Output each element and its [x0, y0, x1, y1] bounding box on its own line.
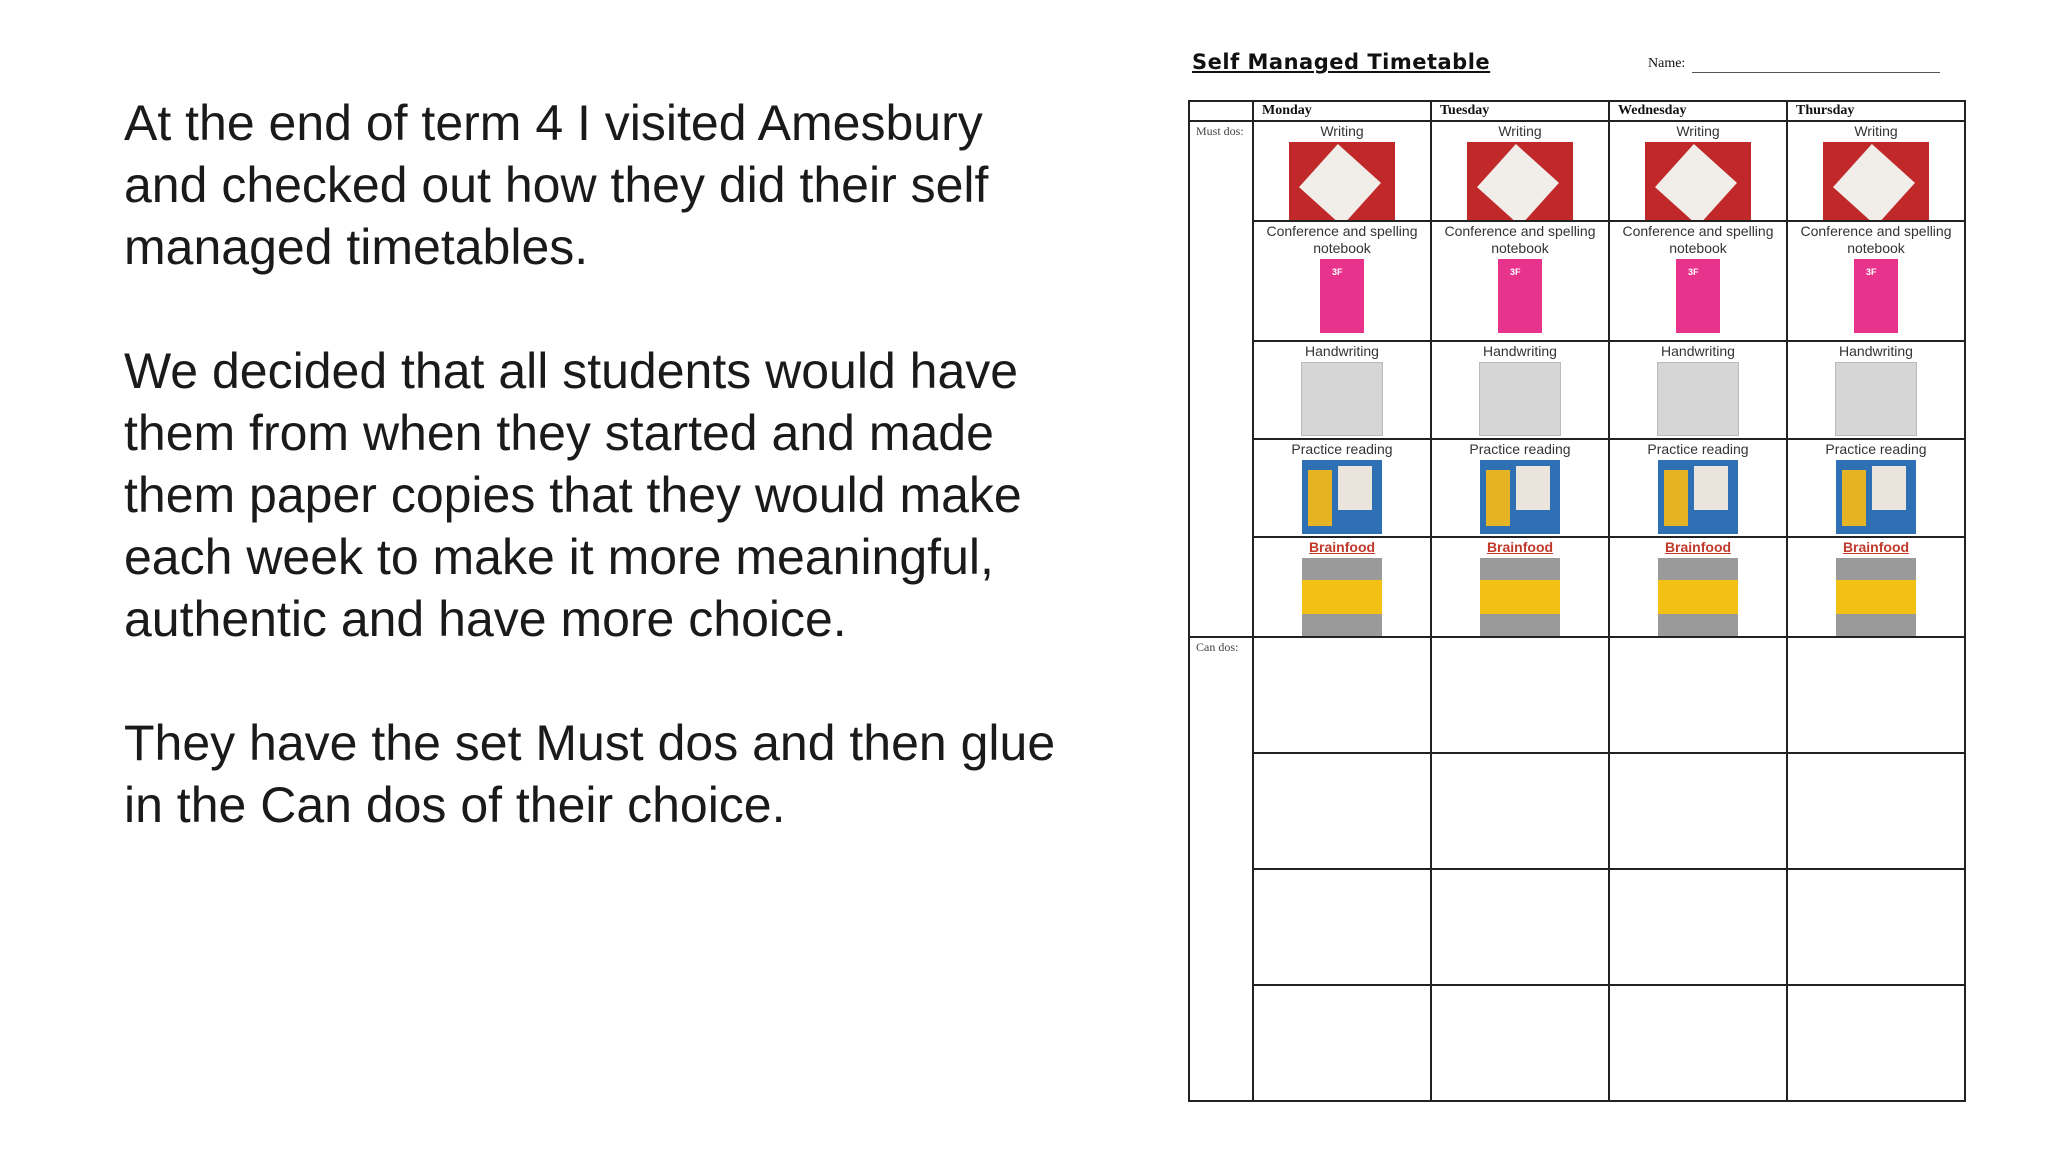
pink-notebook-icon	[1498, 259, 1542, 333]
reading-books-icon	[1836, 460, 1916, 534]
day-header-tuesday: Tuesday	[1431, 101, 1609, 121]
activity-label: Handwriting	[1483, 343, 1557, 359]
brainfood-box-icon	[1480, 558, 1560, 636]
activity-label: Handwriting	[1305, 343, 1379, 359]
empty-cell	[1431, 985, 1609, 1101]
pink-notebook-icon	[1676, 259, 1720, 333]
handwriting-page-icon	[1657, 362, 1739, 436]
empty-cell	[1431, 637, 1609, 753]
activity-label: Writing	[1498, 123, 1542, 139]
activity-label: Handwriting	[1839, 343, 1913, 359]
writing-photo-icon	[1645, 142, 1751, 220]
description-text	[124, 92, 1064, 898]
activity-label: Brainfood	[1308, 539, 1376, 555]
empty-cell	[1253, 753, 1431, 869]
activity-label: Conference and spelling notebook	[1444, 223, 1596, 256]
timetable-cell	[1609, 221, 1787, 341]
activity-label: Practice reading	[1291, 441, 1393, 457]
must-dos-label: Must dos:	[1189, 121, 1253, 637]
paragraph-3: They have the set Must dos and then glue in the Can dos of their choice.	[124, 715, 1056, 833]
handwriting-page-icon	[1479, 362, 1561, 436]
paragraph-1: At the end of term 4 I visited Amesbury and checked out how they did their self managed timetables.	[124, 95, 989, 275]
activity-label: Writing	[1854, 123, 1898, 139]
activity-label: Writing	[1676, 123, 1720, 139]
activity-label: Handwriting	[1661, 343, 1735, 359]
timetable-cell	[1609, 439, 1787, 537]
empty-cell	[1253, 637, 1431, 753]
activity-label: Conference and spelling notebook	[1266, 223, 1418, 256]
empty-cell	[1609, 869, 1787, 985]
empty-cell	[1787, 637, 1965, 753]
timetable-grid	[1188, 100, 1966, 1102]
must-do-row-writing	[1189, 121, 1965, 221]
activity-label: Practice reading	[1469, 441, 1571, 457]
timetable-cell	[1253, 439, 1431, 537]
timetable-title: Self Managed Timetable	[1192, 50, 1491, 74]
timetable-cell	[1253, 341, 1431, 439]
brainfood-box-icon	[1836, 558, 1916, 636]
name-label: Name:	[1648, 56, 1686, 71]
writing-photo-icon	[1467, 142, 1573, 220]
empty-cell	[1253, 869, 1431, 985]
timetable-cell	[1431, 221, 1609, 341]
can-do-row	[1189, 753, 1965, 869]
must-do-row-brainfood	[1189, 537, 1965, 637]
timetable-cell	[1787, 341, 1965, 439]
pink-notebook-icon	[1320, 259, 1364, 333]
pink-notebook-icon	[1854, 259, 1898, 333]
day-header-row	[1189, 101, 1965, 121]
timetable-cell	[1431, 121, 1609, 221]
timetable-sheet	[1180, 44, 1970, 1114]
can-dos-label: Can dos:	[1189, 637, 1253, 1101]
day-header-monday: Monday	[1253, 101, 1431, 121]
timetable-cell	[1431, 341, 1609, 439]
brainfood-box-icon	[1302, 558, 1382, 636]
name-line	[1692, 72, 1940, 73]
timetable-cell	[1431, 537, 1609, 637]
activity-label: Brainfood	[1664, 539, 1732, 555]
handwriting-page-icon	[1301, 362, 1383, 436]
empty-cell	[1609, 637, 1787, 753]
writing-photo-icon	[1823, 142, 1929, 220]
corner-cell	[1189, 101, 1253, 121]
day-header-thursday: Thursday	[1787, 101, 1965, 121]
activity-label: Brainfood	[1486, 539, 1554, 555]
empty-cell	[1253, 985, 1431, 1101]
timetable-cell	[1253, 121, 1431, 221]
empty-cell	[1609, 985, 1787, 1101]
must-do-row-conference	[1189, 221, 1965, 341]
can-do-row	[1189, 637, 1965, 753]
empty-cell	[1787, 985, 1965, 1101]
timetable-cell	[1431, 439, 1609, 537]
timetable-cell	[1609, 537, 1787, 637]
paragraph-2: We decided that all students would have them from when they started and made them paper copies that they would make each week to make it more meaningful, authentic and have more choice.	[124, 343, 1022, 647]
reading-books-icon	[1302, 460, 1382, 534]
timetable-cell	[1787, 439, 1965, 537]
empty-cell	[1787, 869, 1965, 985]
reading-books-icon	[1658, 460, 1738, 534]
timetable-cell	[1609, 121, 1787, 221]
empty-cell	[1787, 753, 1965, 869]
brainfood-box-icon	[1658, 558, 1738, 636]
empty-cell	[1431, 753, 1609, 869]
activity-label: Brainfood	[1842, 539, 1910, 555]
activity-label: Writing	[1320, 123, 1364, 139]
timetable-cell	[1609, 341, 1787, 439]
must-do-row-handwriting	[1189, 341, 1965, 439]
writing-photo-icon	[1289, 142, 1395, 220]
timetable-cell	[1787, 221, 1965, 341]
activity-label: Conference and spelling notebook	[1622, 223, 1774, 256]
reading-books-icon	[1480, 460, 1560, 534]
must-do-row-reading	[1189, 439, 1965, 537]
timetable-cell	[1787, 121, 1965, 221]
empty-cell	[1431, 869, 1609, 985]
empty-cell	[1609, 753, 1787, 869]
can-do-row	[1189, 985, 1965, 1101]
activity-label: Practice reading	[1647, 441, 1749, 457]
activity-label: Conference and spelling notebook	[1800, 223, 1952, 256]
timetable-cell	[1253, 537, 1431, 637]
timetable-cell	[1253, 221, 1431, 341]
timetable-cell	[1787, 537, 1965, 637]
day-header-wednesday: Wednesday	[1609, 101, 1787, 121]
activity-label: Practice reading	[1825, 441, 1927, 457]
handwriting-page-icon	[1835, 362, 1917, 436]
can-do-row	[1189, 869, 1965, 985]
